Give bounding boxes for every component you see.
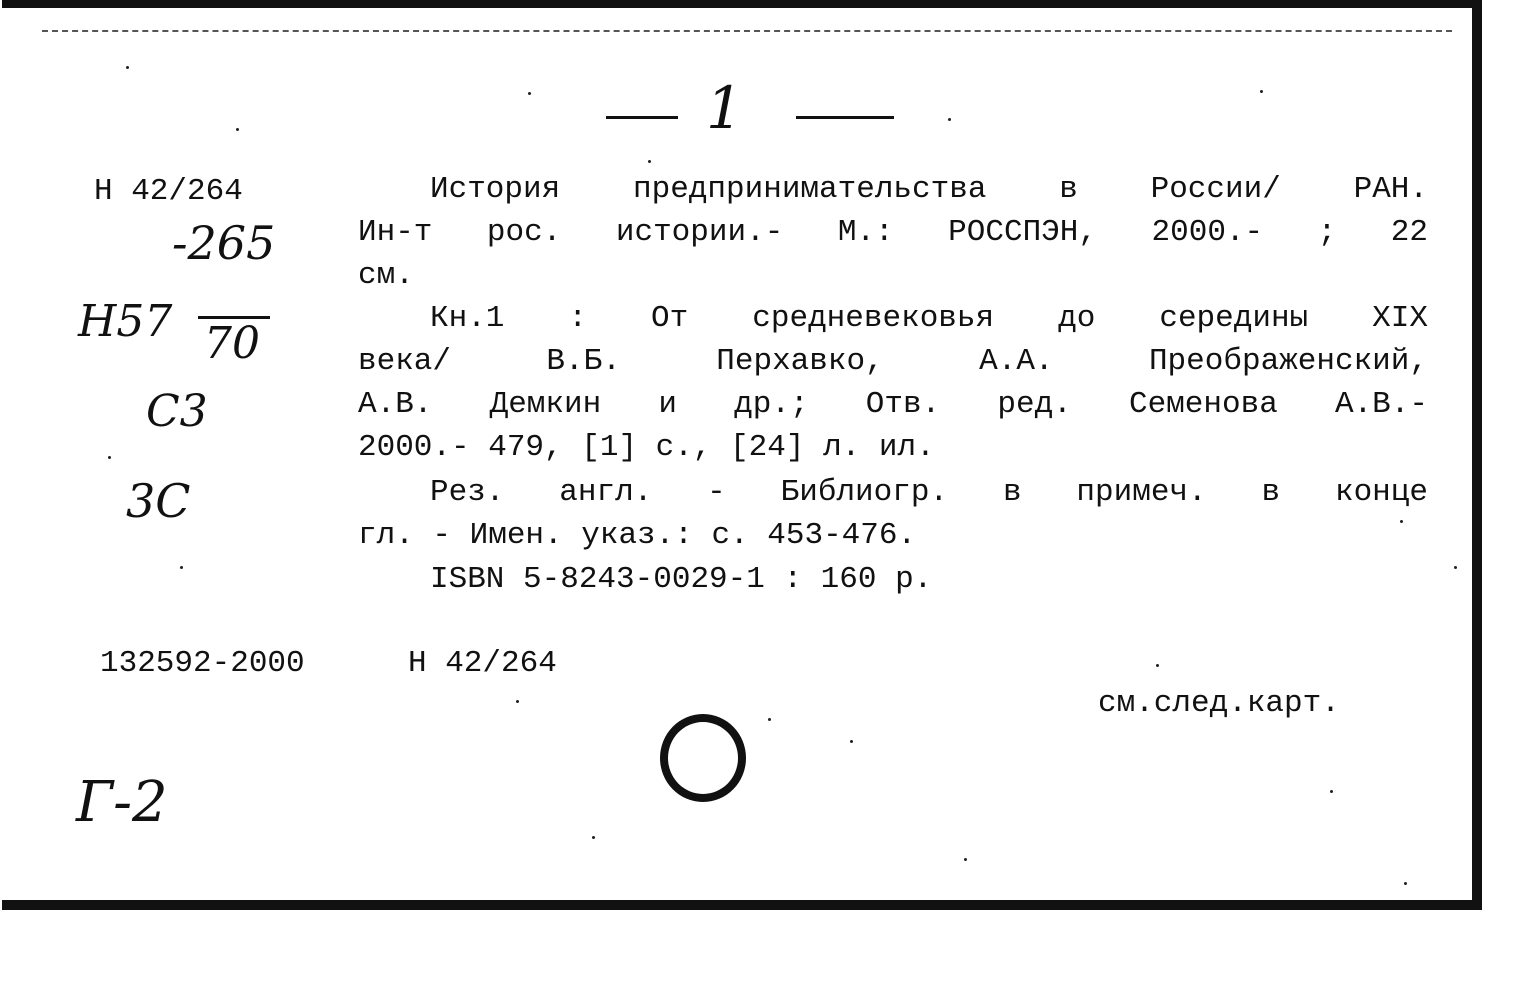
scan-speck [1454,566,1457,569]
scan-speck [768,718,771,721]
scan-speck [1260,90,1263,93]
accession-number: 132592-2000 [100,646,305,681]
page-number-header [606,70,906,140]
scan-speck [1156,664,1159,667]
handwritten-classification-bottom: 70 [204,318,260,369]
page-number: 1 [706,74,743,142]
scan-speck [648,160,651,163]
call-number-repeat: Н 42/264 [408,646,557,681]
page-number-dash-left [606,116,678,119]
scan-speck [1400,520,1403,523]
scan-speck [850,740,853,743]
notes-line: Рез. англ. - Библиогр. в примеч. в конце [430,475,1428,510]
see-next-card-note: см.след.карт. [1098,686,1340,721]
scan-speck [1330,790,1333,793]
scan-speck [948,118,951,121]
handwritten-classification-top: Н57 [78,296,173,347]
volume-line: века/ В.Б. Перхавко, А.А. Преображенский, [358,344,1428,379]
page-number-dash-right [796,116,894,119]
notes-line: гл. - Имен. указ.: с. 453-476. [358,518,917,553]
scan-speck [528,92,531,95]
isbn-line: ISBN 5-8243-0029-1 : 160 р. [430,562,933,597]
top-dashed-rule [42,30,1452,32]
volume-block [358,297,1428,469]
handwritten-range-end: -265 [172,216,276,270]
scan-speck [592,836,595,839]
scan-speck [516,700,519,703]
title-line: Ин-т рос. истории.- М.: РОССПЭН, 2000.- ; 22 [358,215,1428,250]
title-line: см. [358,258,414,293]
scan-speck [1404,882,1407,885]
title-block [358,168,1428,297]
volume-line: А.В. Демкин и др.; Отв. ред. Семенова А.В.- [358,387,1428,422]
notes-block [358,471,1428,557]
handwritten-mark-c3: С3 [146,386,208,437]
volume-line: Кн.1 : От средневековья до середины XIX [430,301,1428,336]
call-number: Н 42/264 [94,174,243,209]
scan-speck [180,566,183,569]
handwritten-mark-3c: 3С [126,474,191,528]
volume-line: 2000.- 479, [1] с., [24] л. ил. [358,430,935,465]
scan-speck [964,858,967,861]
scan-speck [108,456,111,459]
scan-speck [236,128,239,131]
scan-speck [126,66,129,69]
title-line: История предпринимательства в России/ РАН. [430,172,1428,207]
card-hole-ring [660,714,746,802]
handwritten-mark-f2: Г-2 [76,770,168,835]
